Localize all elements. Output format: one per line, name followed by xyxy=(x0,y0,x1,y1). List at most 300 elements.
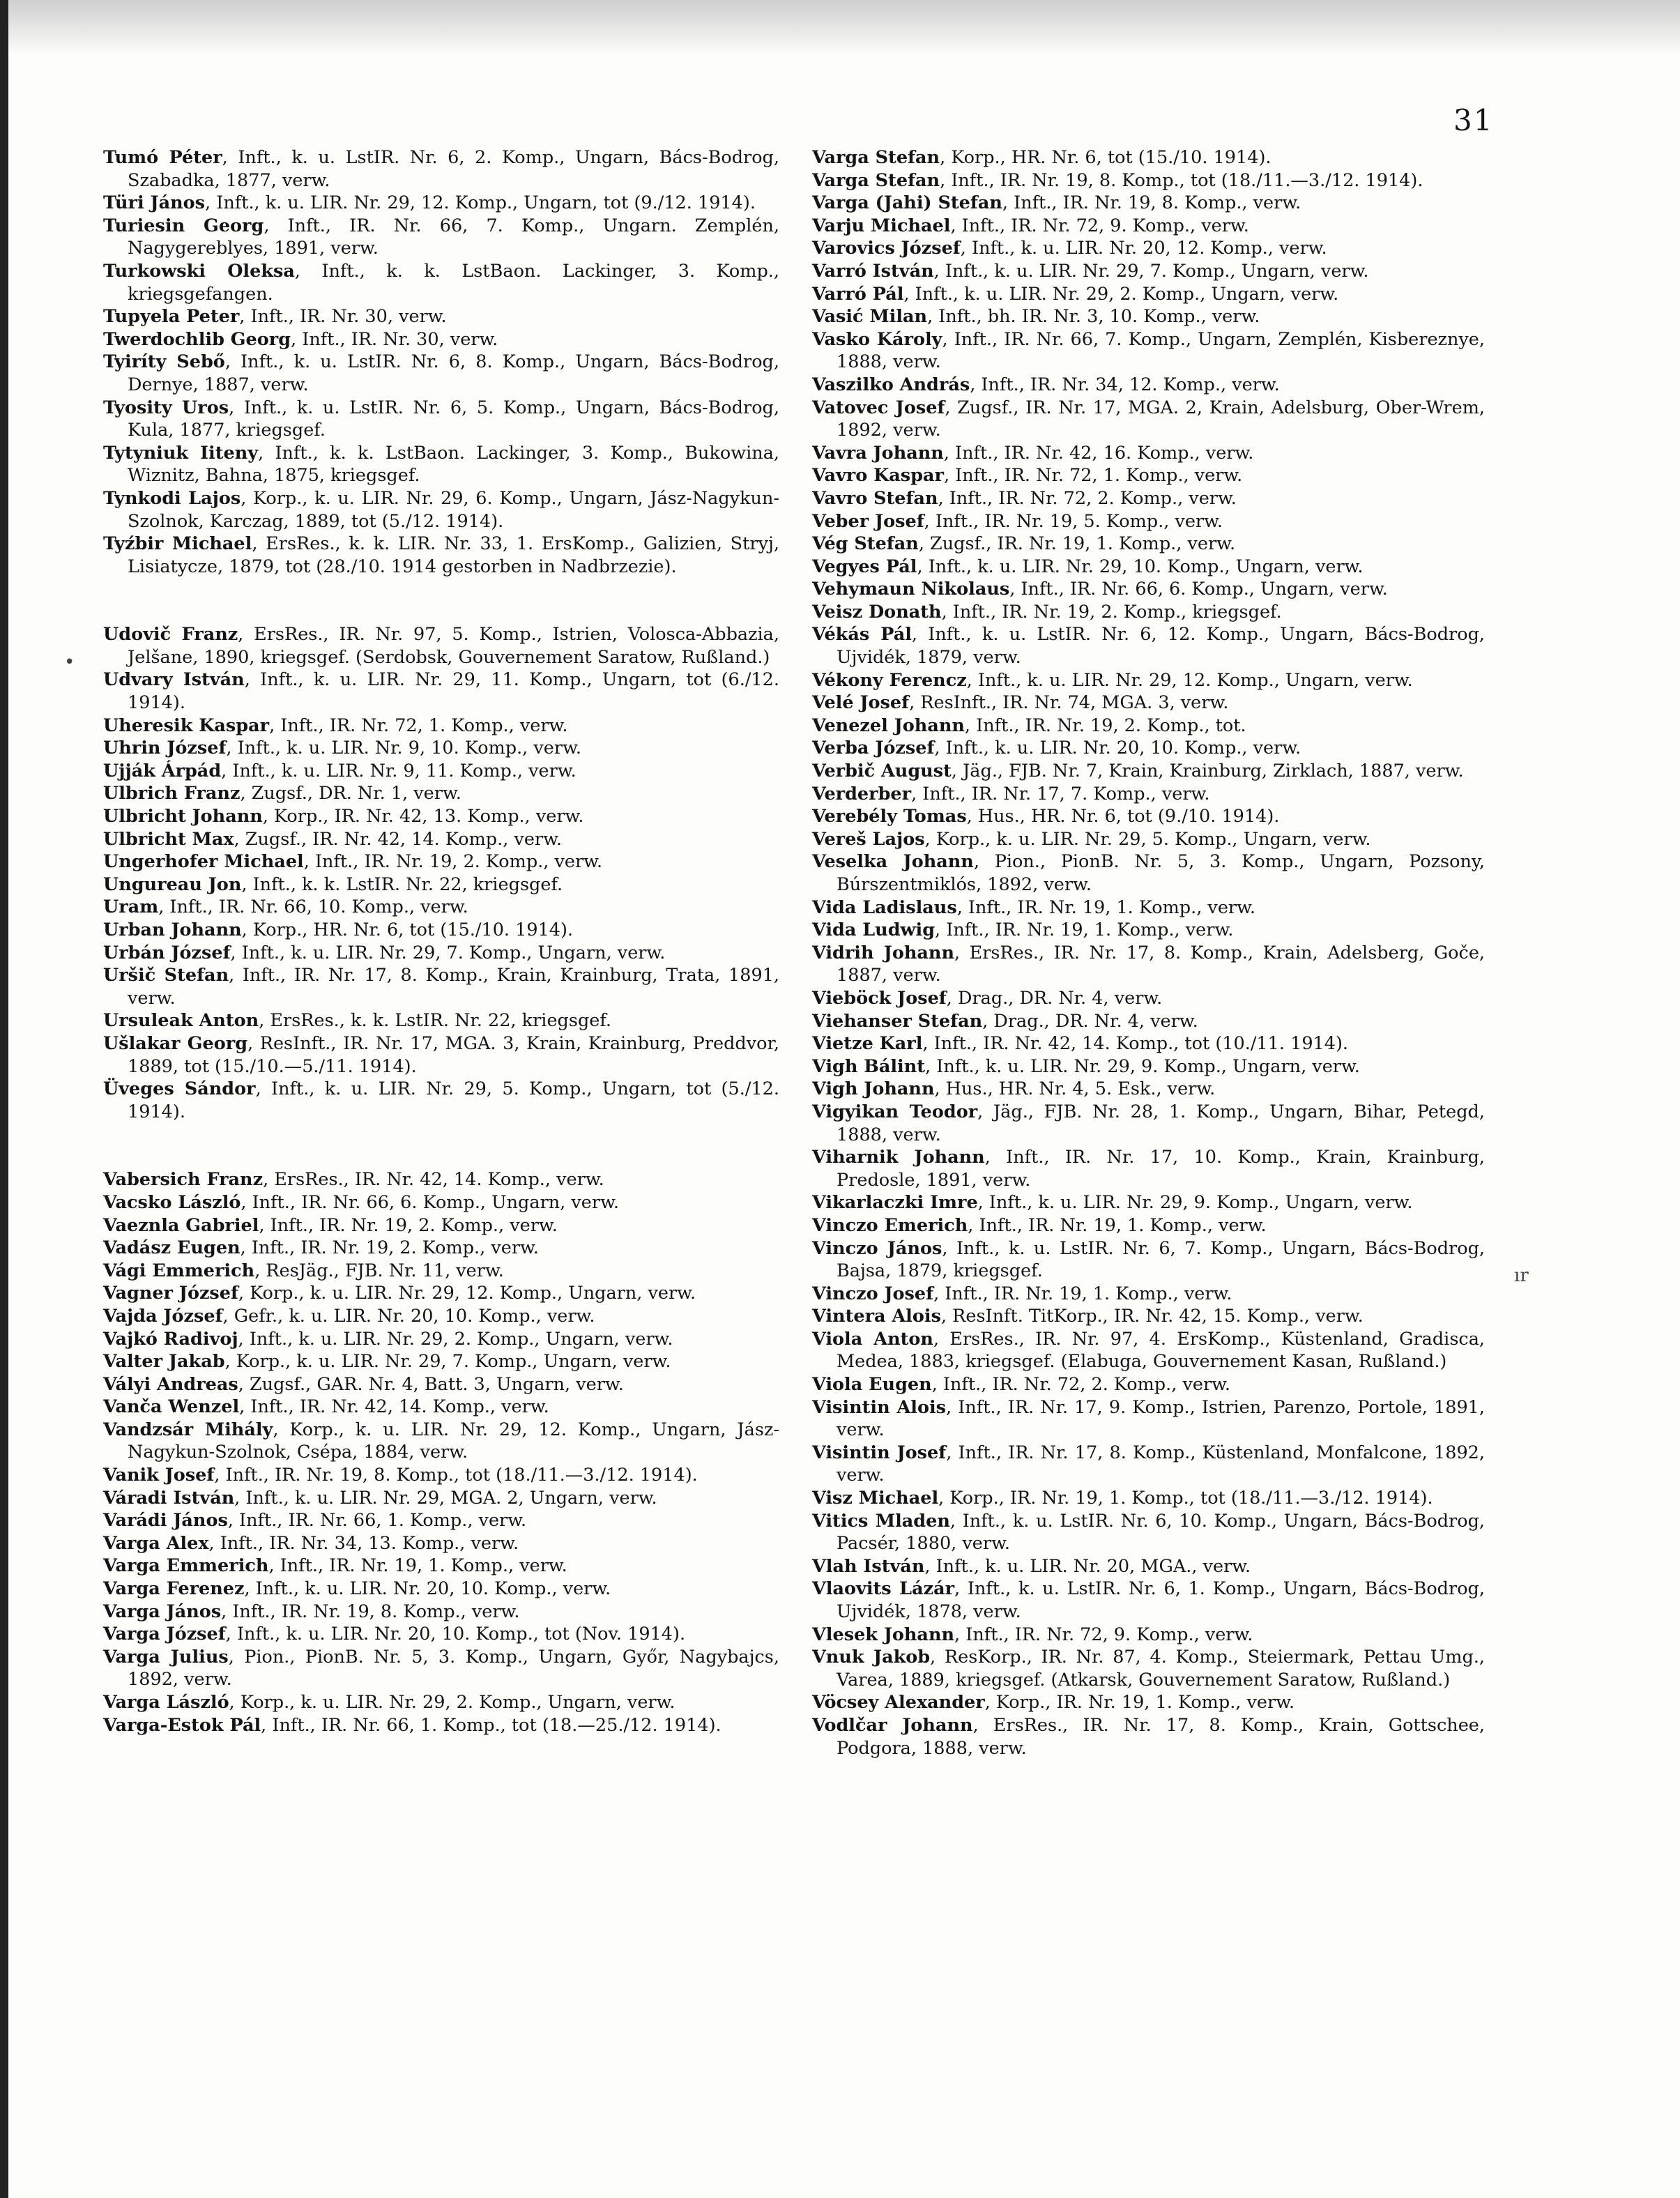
margin-mark-right: ır xyxy=(1514,1265,1529,1286)
entry-details: , Inft., k. k. LstBaon. Lackinger, 3. Komp., Bukowina, Wiznitz, Bahna, 1875, kriegsgef. xyxy=(128,442,779,487)
entry-details: , Inft., k. u. LIR. Nr. 29, 2. Komp., Ungarn, verw. xyxy=(903,283,1339,305)
entry-details: , Inft., IR. Nr. 66, 6. Komp., Ungarn, verw. xyxy=(240,1191,619,1213)
entry-details: , ResInft., IR. Nr. 74, MGA. 3, verw. xyxy=(909,692,1229,714)
entry-details: , Inft., k. u. LIR. Nr. 29, 10. Komp., Ungarn, verw. xyxy=(917,556,1364,577)
list-entry xyxy=(812,1487,1485,1510)
list-entry xyxy=(812,783,1485,806)
entry-name: Vági Emmerich xyxy=(103,1260,255,1281)
list-entry xyxy=(812,397,1485,442)
entry-details: , Inft., IR. Nr. 19, 1. Komp., verw. xyxy=(933,1283,1232,1304)
entry-details: , Inft., k. u. LIR. Nr. 29, MGA. 2, Ungarn, verw. xyxy=(234,1487,657,1509)
entry-name: Tyosity Uros xyxy=(103,397,229,418)
list-entry xyxy=(812,1214,1485,1237)
entry-name: Vagner József xyxy=(103,1283,238,1304)
entry-details: , Inft., IR. Nr. 19, 1. Komp., verw. xyxy=(968,1214,1267,1236)
entry-details: , Inft., IR. Nr. 19, 8. Komp., verw. xyxy=(221,1601,520,1622)
entry-name: Valter Jakab xyxy=(103,1351,225,1373)
list-entry xyxy=(812,805,1485,828)
entry-details: , Inft., IR. Nr. 19, 5. Komp., verw. xyxy=(924,510,1223,532)
list-entry xyxy=(812,146,1485,169)
entry-details: , Inft., k. u. LIR. Nr. 9, 11. Komp., verw. xyxy=(221,760,576,781)
list-entry xyxy=(812,1578,1485,1623)
entry-name: Twerdochlib Georg xyxy=(103,328,291,350)
left-column xyxy=(103,146,779,1737)
list-entry xyxy=(103,1464,779,1487)
entry-details: , Korp., k. u. LIR. Nr. 29, 7. Komp., Ungarn, verw. xyxy=(224,1351,671,1373)
entry-details: , Zugsf., GAR. Nr. 4, Batt. 3, Ungarn, verw. xyxy=(238,1373,624,1395)
list-entry xyxy=(103,964,779,1009)
list-entry xyxy=(812,1055,1485,1078)
entry-name: Verebély Tomas xyxy=(812,806,967,827)
entry-name: Viharnik Johann xyxy=(812,1147,985,1168)
entry-details: , Inft., IR. Nr. 72, 2. Komp., verw. xyxy=(931,1374,1231,1396)
entry-details: , Inft., k. u. LIR. Nr. 20, 10. Komp., verw. xyxy=(244,1578,611,1600)
list-entry xyxy=(812,715,1485,738)
entry-name: Vigyikan Teodor xyxy=(812,1101,978,1122)
entry-name: Vadász Eugen xyxy=(103,1237,240,1259)
entry-details: , Inft., IR. Nr. 34, 13. Komp., verw. xyxy=(208,1532,519,1554)
list-entry xyxy=(812,1624,1485,1647)
list-entry xyxy=(812,1373,1485,1396)
entry-name: Varga Julius xyxy=(103,1646,229,1667)
list-entry xyxy=(812,1328,1485,1373)
list-entry xyxy=(812,1691,1485,1714)
list-entry xyxy=(103,192,779,215)
list-entry xyxy=(103,805,779,828)
entry-details: , Inft., IR. Nr. 72, 1. Komp., verw. xyxy=(943,465,1243,487)
entry-name: Varju Michael xyxy=(812,215,951,236)
entry-details: , Inft., IR. Nr. 19, 1. Komp., verw. xyxy=(935,919,1234,941)
entry-details: , Inft., k. u. LIR. Nr. 29, 11. Komp., Ungarn, tot (6./12. 1914). xyxy=(128,669,779,714)
list-entry xyxy=(103,397,779,442)
list-entry xyxy=(103,1691,779,1714)
list-entry xyxy=(103,1237,779,1260)
entry-details: , Pion., PionB. Nr. 5, 3. Komp., Ungarn, Győr, Nagybajcs, 1892, verw. xyxy=(128,1646,779,1691)
entry-details: , Inft., IR. Nr. 30, verw. xyxy=(291,328,498,350)
entry-details: , Inft., k. u. LstIR. Nr. 6, 5. Komp., Ungarn, Bács-Bodrog, Kula, 1877, kriegsgef. xyxy=(128,397,779,441)
entry-name: Varga László xyxy=(103,1692,229,1713)
list-entry xyxy=(103,1078,779,1123)
entry-details: , Inft., IR. Nr. 42, 14. Komp., verw. xyxy=(239,1396,549,1418)
list-entry xyxy=(103,1646,779,1691)
list-entry xyxy=(812,828,1485,851)
list-entry xyxy=(812,1283,1485,1306)
entry-details: , ErsRes., IR. Nr. 97, 5. Komp., Istrien, Volosca-Abbazia, Jelšane, 1890, kriegsgef. (Serdobsk, Gouvernement Saratow, Rußland.) xyxy=(128,624,779,668)
entry-details: , Pion., PionB. Nr. 5, 3. Komp., Ungarn, Pozsony, Búrszentmiklós, 1892, verw. xyxy=(837,851,1485,895)
entry-name: Tytyniuk Iiteny xyxy=(103,442,259,464)
entry-details: , Inft., IR. Nr. 19, 2. Komp., tot. xyxy=(964,715,1246,736)
list-entry xyxy=(812,623,1485,669)
right-column xyxy=(812,146,1485,1760)
entry-name: Veber Josef xyxy=(812,510,924,532)
entry-name: Váradi István xyxy=(103,1487,235,1509)
entry-details: , Drag., DR. Nr. 4, verw. xyxy=(946,987,1163,1009)
entry-name: Vehymaun Nikolaus xyxy=(812,579,1010,600)
entry-details: , Jäg., FJB. Nr. 28, 1. Komp., Ungarn, Bihar, Petegd, 1888, verw. xyxy=(837,1101,1485,1145)
entry-name: Verbič August xyxy=(812,761,952,782)
entry-details: , Inft., IR. Nr. 66, 7. Komp., Ungarn, Zemplén, Kisbereznye, 1888, verw. xyxy=(837,328,1485,373)
list-entry xyxy=(103,737,779,760)
entry-details: , Inft., IR. Nr. 17, 8. Komp., Krain, Krainburg, Trata, 1891, verw. xyxy=(128,965,779,1009)
entry-details: , Inft., IR. Nr. 19, 8. Komp., verw. xyxy=(1002,192,1301,214)
entry-name: Vajda József xyxy=(103,1305,223,1327)
entry-details: , Jäg., FJB. Nr. 7, Krain, Krainburg, Zirklach, 1887, verw. xyxy=(951,761,1464,782)
entry-name: Turkowski Oleksa xyxy=(103,260,295,282)
list-entry xyxy=(812,1078,1485,1101)
entry-name: Ušlakar Georg xyxy=(103,1032,248,1054)
entry-details: , Gefr., k. u. LIR. Nr. 20, 10. Komp., verw. xyxy=(222,1305,595,1327)
entry-details: , Inft., IR. Nr. 72, 9. Komp., verw. xyxy=(954,1624,1253,1645)
entry-name: Varga János xyxy=(103,1601,222,1622)
entry-details: , Inft., IR. Nr. 19, 8. Komp., tot (18./11.—3./12. 1914). xyxy=(940,169,1423,191)
entry-details: , ErsRes., IR. Nr. 17, 8. Komp., Krain, Gottschee, Podgora, 1888, verw. xyxy=(837,1714,1485,1759)
entry-name: Tyiríty Sebő xyxy=(103,351,225,373)
list-entry xyxy=(103,760,779,783)
list-entry xyxy=(812,1146,1485,1191)
entry-details: , Inft., k. u. LIR. Nr. 20, 10. Komp., verw. xyxy=(934,738,1301,759)
list-entry xyxy=(103,1350,779,1373)
entry-name: Ulbricht Max xyxy=(103,828,234,850)
list-entry xyxy=(812,305,1485,328)
entry-details: , Inft., k. u. LIR. Nr. 9, 10. Komp., verw. xyxy=(226,738,581,759)
entry-name: Vasko Károly xyxy=(812,328,942,350)
list-entry xyxy=(812,692,1485,715)
entry-name: Ujják Árpád xyxy=(103,760,222,781)
entry-details: , Inft., k. k. LstIR. Nr. 22, kriegsgef. xyxy=(241,873,563,895)
entry-details: , Inft., k. u. LstIR. Nr. 6, 1. Komp., Ungarn, Bács-Bodrog, Ujvidék, 1878, verw. xyxy=(837,1578,1485,1622)
entry-details: , ResJäg., FJB. Nr. 11, verw. xyxy=(254,1260,504,1281)
entry-name: Viola Anton xyxy=(812,1328,933,1350)
entry-name: Varga Stefan xyxy=(812,169,940,191)
entry-name: Vanča Wenzel xyxy=(103,1396,240,1418)
list-entry xyxy=(103,1009,779,1032)
entry-name: Urban Johann xyxy=(103,919,242,940)
list-entry xyxy=(103,487,779,533)
entry-details: , Inft., k. u. LIR. Nr. 29, 9. Komp., Ungarn, verw. xyxy=(977,1192,1413,1214)
list-entry xyxy=(103,328,779,351)
entry-name: Varádi János xyxy=(103,1510,228,1532)
entry-details: , Inft., k. u. LIR. Nr. 29, 9. Komp., Ungarn, verw. xyxy=(925,1055,1360,1077)
entry-name: Visz Michael xyxy=(812,1488,939,1509)
entry-details: , Inft., k. u. LIR. Nr. 29, 7. Komp., Ungarn, verw. xyxy=(933,260,1369,282)
entry-name: Varró Pál xyxy=(812,283,904,305)
entry-name: Tupyela Peter xyxy=(103,306,240,328)
list-entry xyxy=(812,896,1485,919)
entry-name: Viola Eugen xyxy=(812,1374,932,1396)
list-entry xyxy=(103,1305,779,1328)
entry-details: , Hus., HR. Nr. 4, 5. Esk., verw. xyxy=(934,1078,1216,1100)
list-entry xyxy=(103,351,779,396)
entry-name: Ungureau Jon xyxy=(103,873,242,895)
entry-name: Visintin Josef xyxy=(812,1442,947,1463)
entry-details: , Inft., IR. Nr. 17, 10. Komp., Krain, Krainburg, Predosle, 1891, verw. xyxy=(837,1147,1485,1191)
entry-name: Vida Ladislaus xyxy=(812,896,957,918)
list-entry xyxy=(812,192,1485,215)
entry-name: Vida Ludwig xyxy=(812,919,936,941)
entry-name: Vlah István xyxy=(812,1555,925,1577)
entry-name: Vékás Pál xyxy=(812,624,912,646)
entry-details: , Inft., IR. Nr. 17, 8. Komp., Küstenland, Monfalcone, 1892, verw. xyxy=(837,1442,1485,1486)
entry-name: Varga Ferenez xyxy=(103,1578,245,1600)
list-entry xyxy=(812,760,1485,783)
list-entry xyxy=(103,1509,779,1532)
entry-details: , Inft., IR. Nr. 72, 2. Komp., verw. xyxy=(938,487,1237,509)
entry-details: , Inft., IR. Nr. 66, 10. Komp., verw. xyxy=(158,896,468,918)
list-entry xyxy=(812,556,1485,579)
list-entry xyxy=(103,533,779,578)
list-entry xyxy=(812,942,1485,987)
entry-details: , Inft., IR. Nr. 34, 12. Komp., verw. xyxy=(970,374,1280,395)
list-entry xyxy=(103,215,779,260)
entry-name: Vegyes Pál xyxy=(812,556,917,577)
entry-details: , Inft., IR. Nr. 19, 2. Komp., verw. xyxy=(259,1214,558,1236)
list-entry xyxy=(812,919,1485,942)
list-entry xyxy=(103,1532,779,1555)
list-entry xyxy=(103,1623,779,1646)
entry-details: , Inft., IR. Nr. 19, 8. Komp., tot (18./11.—3./12. 1914). xyxy=(214,1465,698,1486)
list-entry xyxy=(812,601,1485,624)
entry-name: Varró István xyxy=(812,260,934,282)
entry-name: Uheresik Kaspar xyxy=(103,715,270,736)
list-entry xyxy=(812,737,1485,760)
list-entry xyxy=(812,1191,1485,1214)
entry-name: Vigh Johann xyxy=(812,1078,935,1100)
entry-details: , Inft., k. u. LstIR. Nr. 6, 7. Komp., Ungarn, Bács-Bodrog, Bajsa, 1879, kriegsgef. xyxy=(837,1237,1485,1282)
list-entry xyxy=(103,1714,779,1737)
entry-details: , ErsRes., IR. Nr. 17, 8. Komp., Krain, Adelsberg, Goče, 1887, verw. xyxy=(837,942,1486,986)
entry-name: Vacsko László xyxy=(103,1191,241,1213)
entry-name: Venezel Johann xyxy=(812,715,965,736)
entry-details: , Korp., IR. Nr. 19, 1. Komp., verw. xyxy=(984,1692,1295,1714)
entry-details: , Inft., IR. Nr. 66, 1. Komp., verw. xyxy=(227,1510,527,1532)
entry-details: , Zugsf., IR. Nr. 17, MGA. 2, Krain, Adelsburg, Ober-Wrem, 1892, verw. xyxy=(837,397,1485,441)
list-entry xyxy=(812,1510,1485,1555)
entry-name: Vaeznla Gabriel xyxy=(103,1214,259,1236)
list-entry xyxy=(103,1578,779,1601)
list-entry xyxy=(812,1305,1485,1328)
entry-name: Udovič Franz xyxy=(103,624,238,646)
entry-name: Tynkodi Lajos xyxy=(103,487,241,509)
list-entry xyxy=(812,237,1485,260)
entry-details: , Korp., HR. Nr. 6, tot (15./10. 1914). xyxy=(241,919,574,940)
entry-name: Vavro Kaspar xyxy=(812,465,944,487)
scan-edge xyxy=(0,0,8,2198)
entry-name: Vinczo János xyxy=(812,1237,942,1259)
list-entry xyxy=(812,328,1485,374)
entry-details: , Inft., k. u. LIR. Nr. 29, 12. Komp., Ungarn, verw. xyxy=(966,669,1413,691)
entry-details: , ErsRes., IR. Nr. 42, 14. Komp., verw. xyxy=(263,1169,604,1191)
entry-name: Vabersich Franz xyxy=(103,1169,264,1191)
entry-details: , ErsRes., k. k. LstIR. Nr. 22, kriegsgef. xyxy=(259,1010,611,1032)
entry-name: Vatovec Josef xyxy=(812,397,945,418)
entry-name: Uhrin József xyxy=(103,738,227,759)
list-entry xyxy=(103,1396,779,1419)
entry-name: Vieböck Josef xyxy=(812,987,947,1009)
entry-name: Velé Josef xyxy=(812,692,910,714)
list-entry xyxy=(812,487,1485,510)
list-entry xyxy=(103,828,779,851)
list-entry xyxy=(812,669,1485,692)
entry-name: Vietze Karl xyxy=(812,1033,923,1055)
entry-details: , Inft., IR. Nr. 66, 1. Komp., tot (18.—25./12. 1914). xyxy=(261,1714,721,1736)
entry-name: Vintera Alois xyxy=(812,1306,941,1327)
entry-name: Vlesek Johann xyxy=(812,1624,955,1645)
list-entry xyxy=(812,1442,1485,1487)
list-entry xyxy=(812,510,1485,533)
entry-name: Vékony Ferencz xyxy=(812,669,967,691)
entry-details: , Inft., k. u. LIR. Nr. 29, 5. Komp., Ungarn, tot (5./12. 1914). xyxy=(128,1078,779,1122)
list-entry xyxy=(812,374,1485,397)
entry-name: Varga József xyxy=(103,1624,226,1645)
entry-details: , ResInft., IR. Nr. 17, MGA. 3, Krain, Krainburg, Preddvor, 1889, tot (15./10.—5./11. 1914). xyxy=(128,1032,780,1077)
entry-details: , ResInft. TitKorp., IR. Nr. 42, 15. Komp., verw. xyxy=(940,1306,1364,1327)
entry-details: , Hus., HR. Nr. 6, tot (9./10. 1914). xyxy=(966,806,1280,827)
entry-details: , Korp., HR. Nr. 6, tot (15./10. 1914). xyxy=(940,147,1272,168)
list-entry xyxy=(103,1555,779,1578)
entry-name: Varga (Jahi) Stefan xyxy=(812,192,1002,214)
list-entry xyxy=(103,1214,779,1237)
scan-shading xyxy=(0,0,1680,56)
entry-name: Turiesin Georg xyxy=(103,215,264,236)
entry-details: , Inft., IR. Nr. 19, 2. Komp., kriegsgef. xyxy=(941,601,1282,623)
list-entry xyxy=(812,850,1485,896)
entry-details: , ResKorp., IR. Nr. 87, 4. Komp., Steiermark, Pettau Umg., Varea, 1889, kriegsgef. (Atkarsk, Gouvernement Saratow, Rußland.) xyxy=(837,1647,1485,1691)
section-gap xyxy=(103,578,779,623)
list-entry xyxy=(103,896,779,919)
entry-name: Verderber xyxy=(812,783,912,804)
entry-details: , Inft., k. u. LIR. Nr. 29, 7. Komp., Ungarn, verw. xyxy=(230,942,666,963)
entry-name: Ulbrich Franz xyxy=(103,783,240,804)
entry-details: , Inft., IR. Nr. 19, 2. Komp., verw. xyxy=(303,851,603,873)
page-number: 31 xyxy=(1453,103,1494,137)
list-entry xyxy=(812,1396,1485,1442)
entry-name: Vandzsár Mihály xyxy=(103,1419,273,1440)
entry-details: , Inft., IR. Nr. 66, 7. Komp., Ungarn. Zemplén, Nagygereblyes, 1891, verw. xyxy=(128,215,779,259)
entry-details: , Korp., k. u. LIR. Nr. 29, 12. Komp., Ungarn, verw. xyxy=(238,1283,696,1304)
entry-name: Vnuk Jakob xyxy=(812,1647,931,1668)
entry-name: Vavra Johann xyxy=(812,442,944,464)
entry-name: Varga Stefan xyxy=(812,147,940,168)
entry-details: , Inft., IR. Nr. 72, 1. Komp., verw. xyxy=(269,715,568,736)
entry-details: , Inft., k. u. LstIR. Nr. 6, 12. Komp., Ungarn, Bács-Bodrog, Ujvidék, 1879, verw. xyxy=(837,624,1485,669)
entry-name: Tumó Péter xyxy=(103,147,222,168)
entry-name: Varga-Estok Pál xyxy=(103,1714,261,1736)
entry-details: , Inft., IR. Nr. 19, 2. Komp., verw. xyxy=(240,1237,539,1259)
entry-details: , Inft., IR. Nr. 72, 9. Komp., verw. xyxy=(950,215,1249,236)
entry-name: Vereš Lajos xyxy=(812,828,925,850)
entry-details: , Korp., k. u. LIR. Nr. 29, 6. Komp., Ungarn, Jász-Nagykun-Szolnok, Karczag, 1889, tot (5./12. 1914). xyxy=(128,487,779,532)
entry-details: , Inft., IR. Nr. 17, 7. Komp., verw. xyxy=(911,783,1210,804)
entry-name: Vlaovits Lázár xyxy=(812,1578,955,1600)
entry-details: , Zugsf., DR. Nr. 1, verw. xyxy=(240,783,461,804)
entry-details: , Inft., k. u. LstIR. Nr. 6, 8. Komp., Ungarn, Bács-Bodrog, Dernye, 1887, verw. xyxy=(128,351,779,395)
entry-details: , Zugsf., IR. Nr. 19, 1. Komp., verw. xyxy=(918,533,1236,555)
entry-details: , Inft., k. u. LIR. Nr. 29, 12. Komp., Ungarn, tot (9./12. 1914). xyxy=(205,192,756,214)
entry-details: , Korp., k. u. LIR. Nr. 29, 5. Komp., Ungarn, verw. xyxy=(924,828,1371,850)
entry-name: Vidrih Johann xyxy=(812,942,955,963)
entry-name: Viehanser Stefan xyxy=(812,1010,983,1032)
entry-name: Vodlčar Johann xyxy=(812,1714,973,1736)
list-entry xyxy=(103,1282,779,1305)
list-entry xyxy=(103,942,779,965)
entry-details: , Inft., bh. IR. Nr. 3, 10. Komp., verw. xyxy=(927,306,1260,328)
entry-name: Uram xyxy=(103,896,159,918)
entry-name: Vanik Josef xyxy=(103,1465,215,1486)
list-entry xyxy=(103,669,779,714)
entry-details: , Inft., IR. Nr. 17, 9. Komp., Istrien, Parenzo, Portole, 1891, verw. xyxy=(837,1396,1486,1441)
entry-details: , ErsRes., k. k. LIR. Nr. 33, 1. ErsKomp., Galizien, Stryj, Lisiatycze, 1879, tot (28./10. 1914 gestorben in Nadbrzezie). xyxy=(128,533,780,577)
entry-name: Vasić Milan xyxy=(812,306,928,328)
entry-name: Vaszilko András xyxy=(812,374,970,395)
entry-details: , Inft., k. u. LstIR. Nr. 6, 2. Komp., Ungarn, Bács-Bodrog, Szabadka, 1877, verw. xyxy=(128,147,779,191)
entry-details: , Inft., IR. Nr. 30, verw. xyxy=(239,306,447,328)
entry-details: , Inft., k. u. LIR. Nr. 20, 10. Komp., tot (Nov. 1914). xyxy=(225,1624,686,1645)
entry-details: , Inft., IR. Nr. 42, 16. Komp., verw. xyxy=(943,442,1254,464)
list-entry xyxy=(812,1032,1485,1055)
list-entry xyxy=(103,442,779,487)
list-entry xyxy=(812,1101,1485,1146)
entry-name: Vikarlaczki Imre xyxy=(812,1192,978,1214)
entry-details: , Korp., k. u. LIR. Nr. 29, 2. Komp., Ungarn, verw. xyxy=(229,1692,675,1713)
entry-name: Veselka Johann xyxy=(812,851,974,873)
list-entry xyxy=(812,215,1485,238)
section-gap xyxy=(103,1123,779,1168)
list-entry xyxy=(103,1032,779,1078)
list-entry xyxy=(812,442,1485,465)
list-entry xyxy=(103,146,779,192)
entry-name: Visintin Alois xyxy=(812,1396,947,1418)
entry-name: Ulbricht Johann xyxy=(103,806,263,827)
list-entry xyxy=(103,260,779,305)
entry-details: , Inft., k. k. LstBaon. Lackinger, 3. Komp., kriegsgefangen. xyxy=(128,260,779,305)
entry-details: , ErsRes., IR. Nr. 97, 4. ErsKomp., Küstenland, Gradisca, Medea, 1883, kriegsgef. (Elabuga, Gouvernement Kasan, Rußland.) xyxy=(837,1328,1485,1373)
entry-name: Urbán József xyxy=(103,942,231,963)
entry-name: Ursuleak Anton xyxy=(103,1010,259,1032)
list-entry xyxy=(812,578,1485,601)
margin-dot: • xyxy=(64,652,75,673)
entry-name: Ungerhofer Michael xyxy=(103,851,304,873)
list-entry xyxy=(812,1646,1485,1691)
list-entry xyxy=(103,623,779,669)
entry-name: Udvary István xyxy=(103,669,245,691)
list-entry xyxy=(103,715,779,738)
entry-name: Vinczo Emerich xyxy=(812,1214,968,1236)
entry-details: , Inft., IR. Nr. 66, 6. Komp., Ungarn, verw. xyxy=(1009,579,1388,600)
entry-details: , Inft., IR. Nr. 19, 1. Komp., verw. xyxy=(268,1555,567,1577)
entry-details: , Drag., DR. Nr. 4, verw. xyxy=(982,1010,1198,1032)
entry-details: , Korp., IR. Nr. 19, 1. Komp., tot (18./11.—3./12. 1914). xyxy=(938,1488,1433,1509)
entry-name: Vöcsey Alexander xyxy=(812,1692,985,1714)
list-entry xyxy=(812,1010,1485,1033)
entry-details: , Korp., IR. Nr. 42, 13. Komp., verw. xyxy=(262,806,584,827)
entry-name: Varga Emmerich xyxy=(103,1555,269,1577)
entry-name: Üveges Sándor xyxy=(103,1078,256,1100)
entry-name: Vigh Bálint xyxy=(812,1055,926,1077)
list-entry xyxy=(103,1328,779,1351)
entry-details: , Korp., k. u. LIR. Nr. 29, 12. Komp., Ungarn, Jász-Nagykun-Szolnok, Csépa, 1884, verw. xyxy=(128,1419,779,1463)
list-entry xyxy=(812,464,1485,487)
list-entry xyxy=(812,260,1485,283)
list-entry xyxy=(103,1191,779,1214)
entry-name: Vályi Andreas xyxy=(103,1373,238,1395)
list-entry xyxy=(103,1373,779,1396)
list-entry xyxy=(812,283,1485,306)
list-entry xyxy=(812,987,1485,1010)
entry-name: Vajkó Radivoj xyxy=(103,1328,238,1350)
entry-name: Tyźbir Michael xyxy=(103,533,252,555)
entry-name: Uršič Stefan xyxy=(103,965,229,986)
list-entry xyxy=(103,1260,779,1283)
